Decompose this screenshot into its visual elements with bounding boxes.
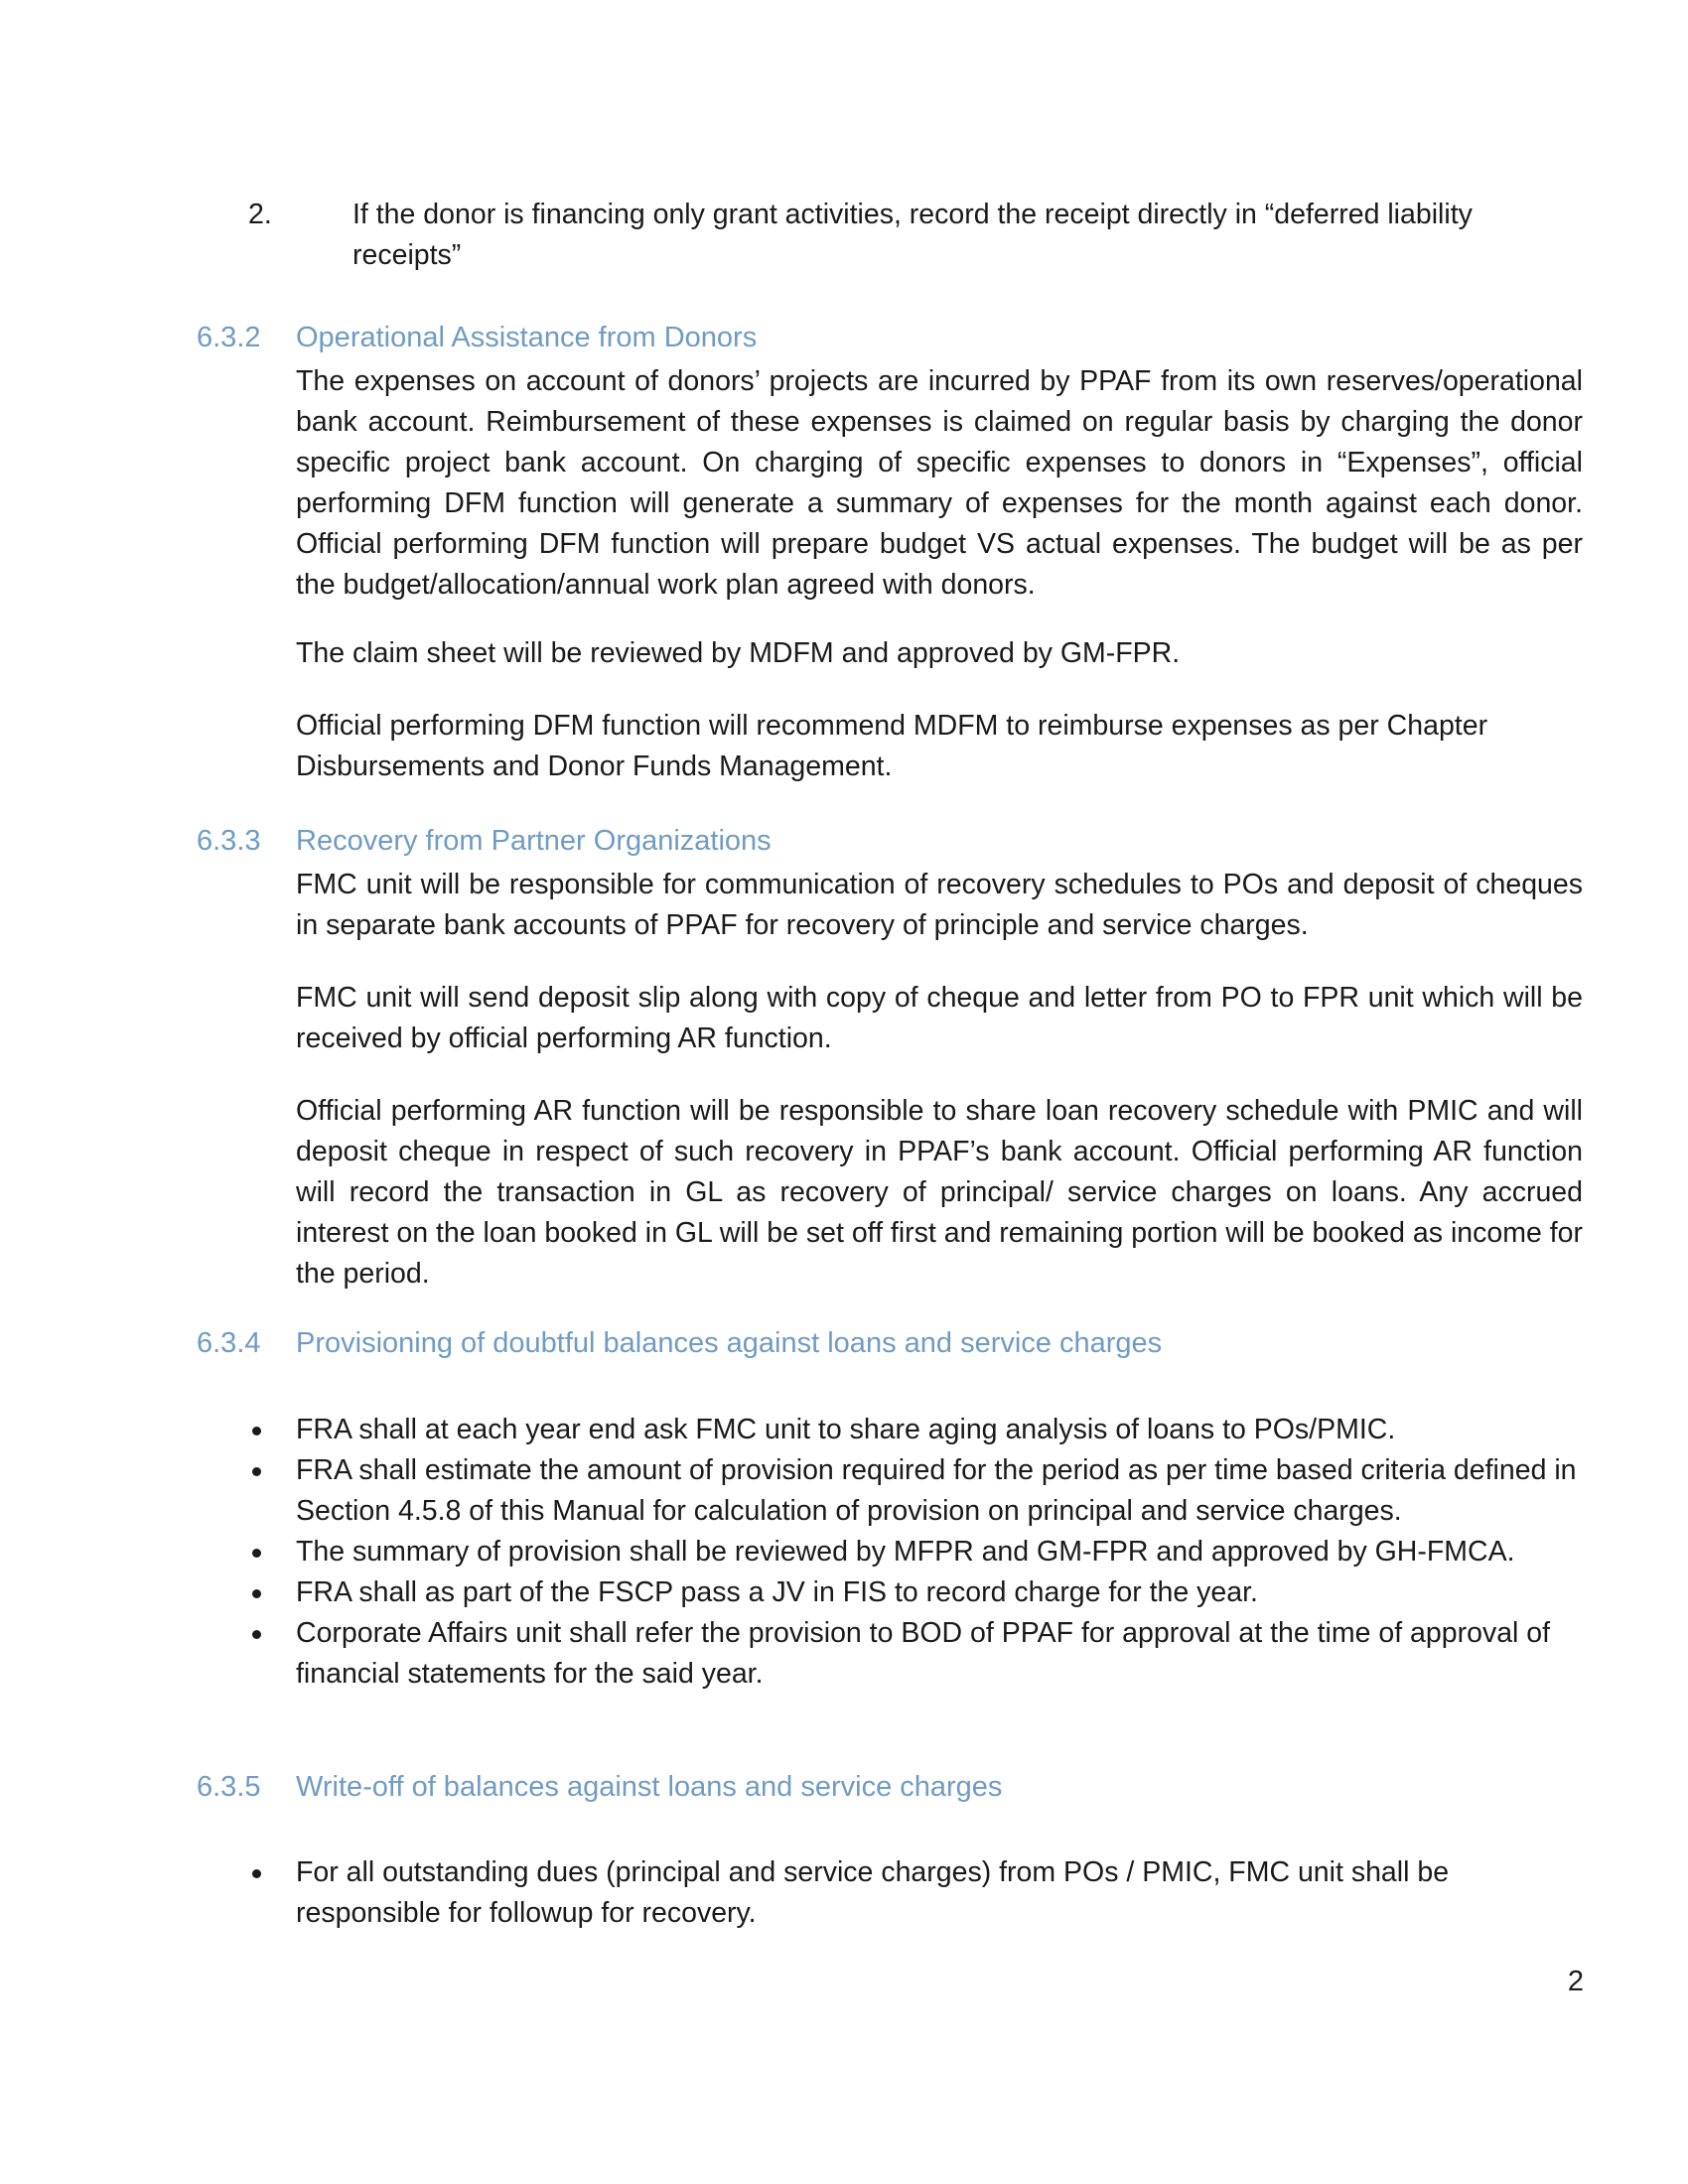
section-heading-6-3-2 <box>197 318 757 358</box>
bullet-icon <box>252 1869 261 1878</box>
bullet-icon <box>252 1549 261 1558</box>
section-number: 6.3.2 <box>197 322 261 353</box>
section-heading-6-3-3 <box>197 821 772 862</box>
section-number: 6.3.5 <box>197 1771 261 1803</box>
list-item-text: If the donor is financing only grant activities, record the receipt directly in “deferred liability receipts” <box>352 199 1473 271</box>
bullet-list <box>296 1410 1583 1695</box>
section-number: 6.3.3 <box>197 825 261 857</box>
list-number: 2. <box>248 199 272 230</box>
bullet-icon <box>252 1467 261 1476</box>
paragraph: FMC unit will send deposit slip along with copy of cheque and letter from PO to FPR unit which will be received by official performing AR function. <box>296 982 1583 1054</box>
list-item-text: FRA shall at each year end ask FMC unit to share aging analysis of loans to POs/PMIC. <box>296 1414 1396 1445</box>
list-item <box>296 1450 1583 1532</box>
list-item-text: FRA shall estimate the amount of provision required for the period as per time based criteria defined in Section 4.5.8 of this Manual for calculation of provision on principal and service charges. <box>296 1454 1577 1527</box>
section-title: Write-off of balances against loans and service charges <box>296 1771 1003 1803</box>
section-title: Operational Assistance from Donors <box>296 322 758 353</box>
list-item-text: FRA shall as part of the FSCP pass a JV in FIS to record charge for the year. <box>296 1576 1258 1608</box>
paragraph: The expenses on account of donors’ projects are incurred by PPAF from its own reserves/operational bank account. Reimbursement of these expenses is claimed on regular basis by charging the donor specific project bank account. On charging of specific expenses to donors in “Expenses”, official performing DFM function will generate a summary of expenses for the month against each donor. Official performing DFM function will prepare budget VS actual expenses. The budget will be as per the budget/allocation/annual work plan agreed with donors. <box>296 365 1583 601</box>
paragraph: FMC unit will be responsible for communication of recovery schedules to POs and deposit of cheques in separate bank accounts of PPAF for recovery of principle and service charges. <box>296 869 1583 941</box>
paragraph: Official performing DFM function will recommend MDFM to reimburse expenses as per Chapter Disbursements and Donor Funds Management. <box>296 710 1488 782</box>
list-item <box>296 1572 1583 1613</box>
bullet-list <box>296 1852 1583 1934</box>
list-item <box>296 1852 1583 1934</box>
page-number: 2 <box>1567 1966 1584 1997</box>
section-title: Recovery from Partner Organizations <box>296 825 772 857</box>
section-title: Provisioning of doubtful balances against loans and service charges <box>296 1327 1163 1359</box>
list-item <box>296 1613 1583 1695</box>
list-item-text: Corporate Affairs unit shall refer the provision to BOD of PPAF for approval at the time of approval of financial statements for the said year. <box>296 1617 1551 1690</box>
bullet-icon <box>252 1589 261 1598</box>
list-item-text: For all outstanding dues (principal and service charges) from POs / PMIC, FMC unit shall be responsible for followup for recovery. <box>296 1856 1450 1929</box>
list-item <box>296 1410 1583 1450</box>
list-item <box>296 1532 1583 1572</box>
bullet-icon <box>252 1427 261 1435</box>
list-item-text: The summary of provision shall be reviewed by MFPR and GM-FPR and approved by GH-FMCA. <box>296 1536 1515 1568</box>
numbered-item-2 <box>248 195 1584 276</box>
bullet-icon <box>252 1630 261 1639</box>
paragraph: Official performing AR function will be responsible to share loan recovery schedule with PMIC and will deposit cheque in respect of such recovery in PPAF’s bank account. Official performing AR function will record the transaction in GL as recovery of principal/ service charges on loans. Any accrued interest on the loan booked in GL will be set off first and remaining portion will be booked as income for the period. <box>296 1095 1583 1290</box>
section-number: 6.3.4 <box>197 1327 261 1359</box>
section-heading-6-3-5 <box>197 1767 1002 1808</box>
section-heading-6-3-4 <box>197 1323 1162 1364</box>
paragraph: The claim sheet will be reviewed by MDFM and approved by GM-FPR. <box>296 637 1181 669</box>
